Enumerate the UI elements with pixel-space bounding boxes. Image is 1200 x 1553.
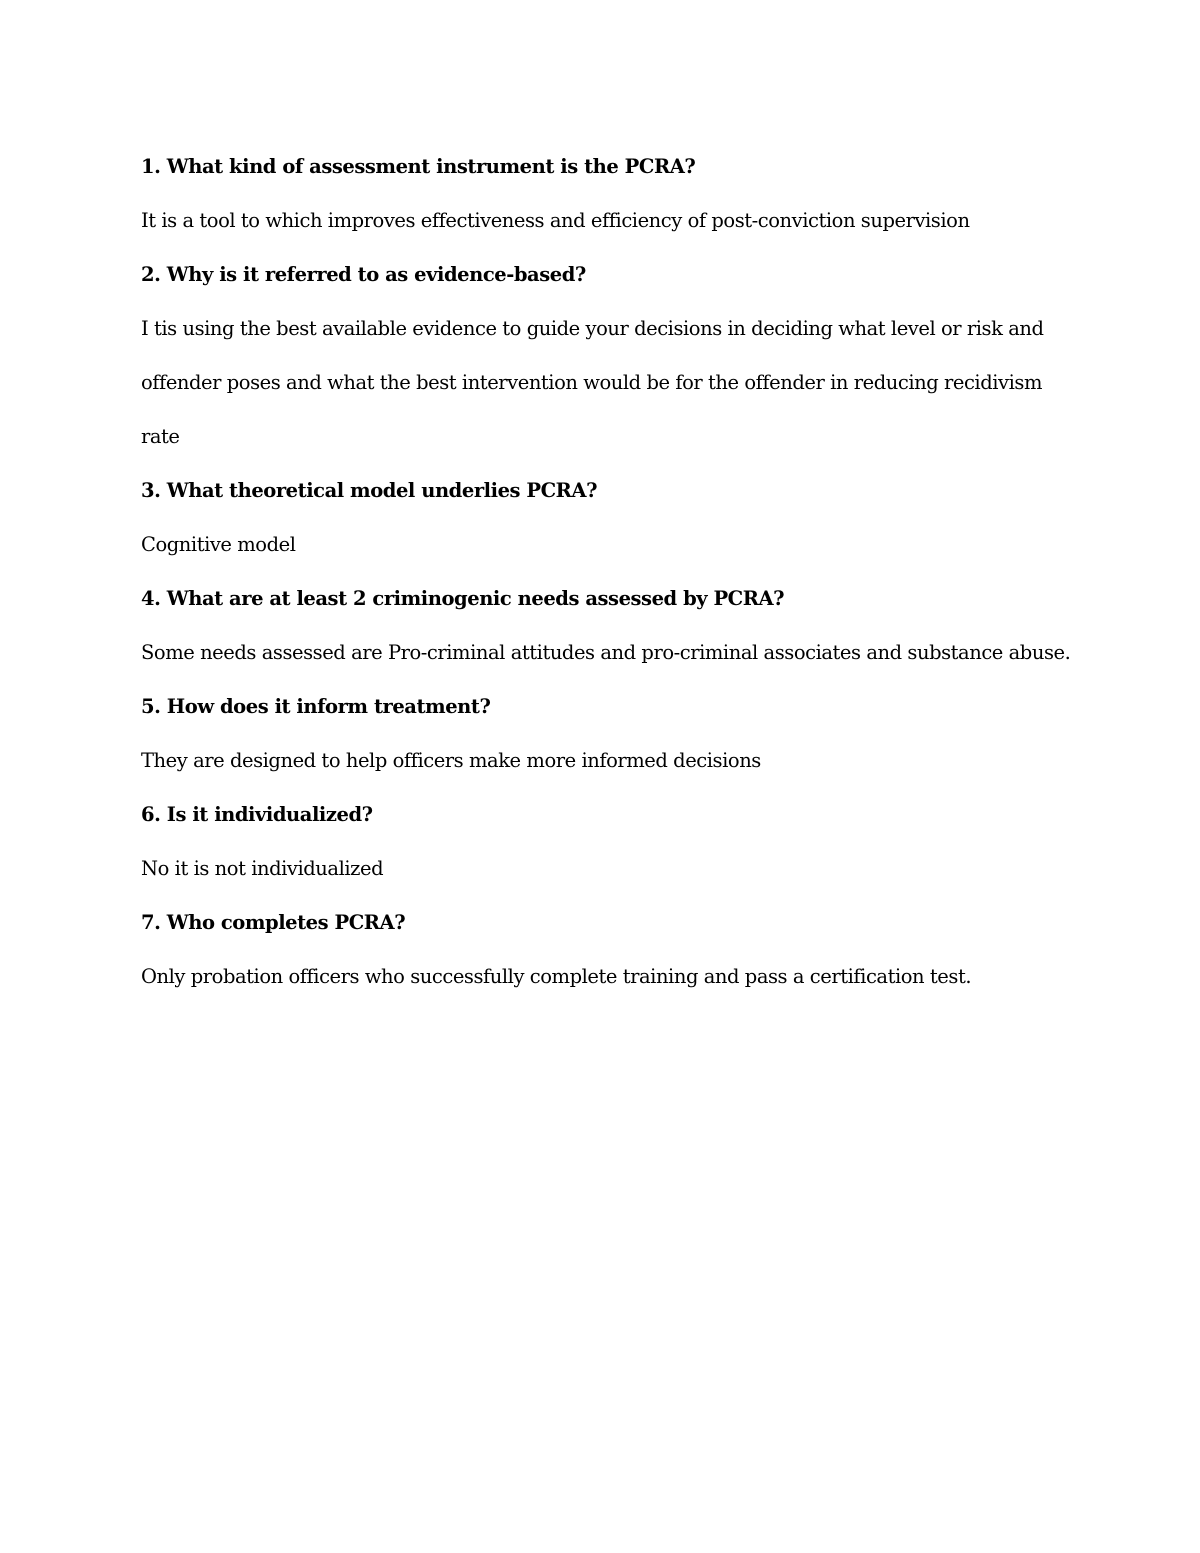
question-1: 1. What kind of assessment instrument is the PCRA?: [141, 155, 696, 178]
answer-2-line-2: offender poses and what the best intervention would be for the offender in reducing recidivism: [141, 371, 1042, 394]
answer-1-line-1: It is a tool to which improves effectiveness and efficiency of post-conviction supervision: [141, 209, 970, 232]
question-4: 4. What are at least 2 criminogenic needs assessed by PCRA?: [141, 587, 785, 610]
answer-7-line-1: Only probation officers who successfully complete training and pass a certification test.: [141, 965, 972, 988]
answer-5-line-1: They are designed to help officers make more informed decisions: [141, 749, 761, 772]
answer-2-line-3: rate: [141, 425, 180, 448]
question-6: 6. Is it individualized?: [141, 803, 373, 826]
answer-4-line-1: Some needs assessed are Pro-criminal attitudes and pro-criminal associates and substance abuse.: [141, 641, 1071, 664]
question-5: 5. How does it inform treatment?: [141, 695, 491, 718]
answer-6-line-1: No it is not individualized: [141, 857, 384, 880]
question-7: 7. Who completes PCRA?: [141, 911, 406, 934]
answer-3-line-1: Cognitive model: [141, 533, 296, 556]
question-2: 2. Why is it referred to as evidence-based?: [141, 263, 586, 286]
answer-2-line-1: I tis using the best available evidence to guide your decisions in deciding what level or risk and: [141, 317, 1044, 340]
qa-list: [141, 140, 1071, 1004]
question-3: 3. What theoretical model underlies PCRA?: [141, 479, 598, 502]
